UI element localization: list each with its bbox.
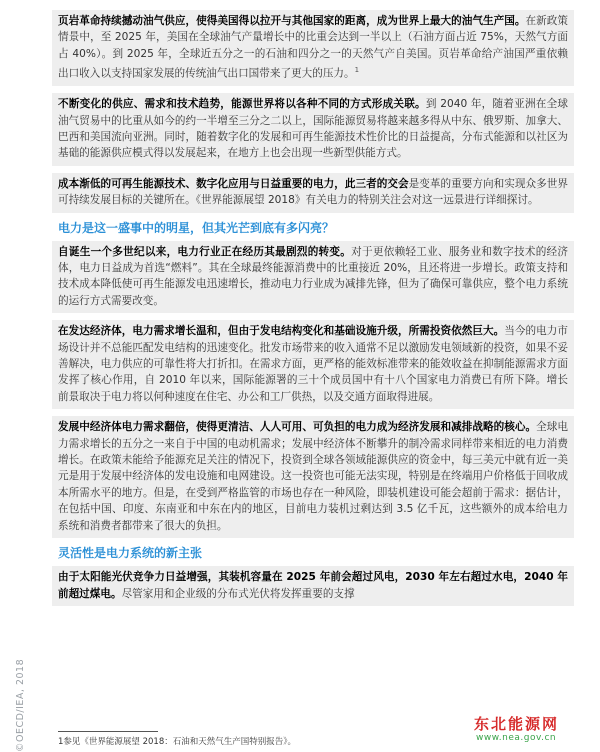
paragraph-body: 全球电力需求增长的五分之一来自于中国的电动机需求；发展中经济体不断攀升的制冷需求同样带来相近的电力消费增长。在政策未能给予能源充足关注的情况下，投资到全球各领域能源供应的资金中，每三美元中就有近一美元是用于发展中经济体的发电设施和电网建设。这一投资也可能无法实现，特别是在终端用户价格低于回收成本所需水平的地方。但是，在受到严格监管的市场也存在一种风险，即装机建设可能会超前于需求：据估计，在包括中国、印度、东南亚和中东在内的地区，目前电力装机过剩达到 3.5 亿千瓦，这些额外的成本给电力系统和消费者都带来了很大的负担。: [58, 421, 569, 532]
paragraph-body: 是变革的重要方向和实现众多世界可持续发展目标的关键所在。《世界能源展望 2018》有关电力的特别关注会对这一远景进行详细探讨。: [58, 177, 569, 207]
site-watermark: [468, 711, 596, 749]
paragraph-lead: 页岩革命持续撼动油气供应，使得美国得以拉开与其他国家的距离，成为世界上最大的油气生产国。: [58, 15, 526, 27]
paragraph-lead: 不断变化的供应、需求和技术趋势，能源世界将以各种不同的方式形成关联。: [58, 98, 426, 111]
paragraph-body: 在新政策情景中，至 2025 年，美国在全球油气产量增长中的比重会达到一半以上（石油方面占近 75%，天然气方面占 40%）。到 2025 年，全球近五分之一的石油和四分之一的天然气产自美国。页岩革命给产油国严重依赖出口收入以支持国家发展的传统油气出口国带来了更大的压力。: [58, 15, 569, 80]
paragraph-renewables-convergence: [52, 173, 574, 213]
watermark-url: www.nea.gov.cn: [476, 733, 557, 743]
paragraph-developing-economies: [52, 416, 574, 538]
document-page: [52, 10, 574, 613]
paragraph-solar-pv: [52, 566, 574, 606]
paragraph-lead: 在发达经济体，电力需求增长温和，但由于发电结构变化和基础设施升级，所需投资依然巨大。: [58, 325, 505, 338]
paragraph-developed-economies: [52, 320, 574, 409]
paragraph-body: 对于更依赖轻工业、服务业和数字技术的经济体，电力日益成为首选“燃料”。其在全球最终能源消费中的比重接近 20%，且还将进一步增长。政策支持和技术成本降低使可再生能源发电迅速增长，推动电力行业成为减排先锋，但为了确保可靠供应，整个电力系统的运行方式需要改变。: [58, 245, 569, 307]
section-heading-electricity-star: 电力是这一盛事中的明星，但其光芒到底有多闪亮？: [58, 220, 335, 235]
copyright-side-label: ©OECD/IEA, 2018: [15, 658, 26, 752]
paragraph-energy-trends: [52, 93, 574, 166]
section-heading-flexibility: 灵活性是电力系统的新主张: [58, 546, 203, 561]
paragraph-lead: 成本渐低的可再生能源技术、数字化应用与日益重要的电力，此三者的交会: [58, 177, 409, 190]
watermark-title: 东北能源网: [474, 715, 560, 733]
paragraph-electricity-transformation: [52, 241, 574, 314]
paragraph-lead: 由于太阳能光伏竞争力日益增强，其装机容量在 2025 年前会超过风电，2030 年左右超过水电，2040 年前超过煤电。: [58, 571, 568, 600]
paragraph-lead: 发展中经济体电力需求翻倍，使得更清洁、人人可用、可负担的电力成为经济发展和减排战略的核心。: [58, 421, 537, 434]
paragraph-body: 尽管家用和企业级的分布式光伏将发挥重要的支撑: [121, 587, 355, 600]
paragraph-lead: 自诞生一个多世纪以来，电力行业正在经历其最剧烈的转变。: [58, 245, 352, 258]
paragraph-body: 到 2040 年，随着亚洲在全球油气贸易中的比重从如今的约一半增至三分之二以上，国际能源贸易将越来越多得从中东、俄罗斯、加拿大、巴西和美国流向亚洲。同时，随着数字化的发展和可再生能源技术性价比的日益提高，分布式能源和以社区为基础的能源供应模式得以发展起来，在地方上也会出现一些新型供能方式。: [58, 98, 568, 160]
footnote-rule: [58, 731, 158, 732]
footnote-ref[interactable]: 1: [354, 66, 360, 75]
paragraph-body: 当今的电力市场设计并不总能匹配发电结构的迅速变化。批发市场带来的收入通常不足以激励发电领域新的投资，如果不妥善解决，电力供应的可靠性将大打折扣。在需求方面，更严格的能效标准带来的能效收益在抑制能源需求方面发挥了核心作用，自 2010 年以来，国际能源署的三十个成员国中有十八个国家电力消费已有所下降。增长前景取决于电力将以何种速度在住宅、办公和工厂供热，以及交通方面取得进展。: [58, 325, 569, 403]
footnote: 1参见《世界能源展望 2018：石油和天然气生产国特别报告》。: [58, 737, 296, 747]
paragraph-shale-revolution: [52, 10, 574, 86]
